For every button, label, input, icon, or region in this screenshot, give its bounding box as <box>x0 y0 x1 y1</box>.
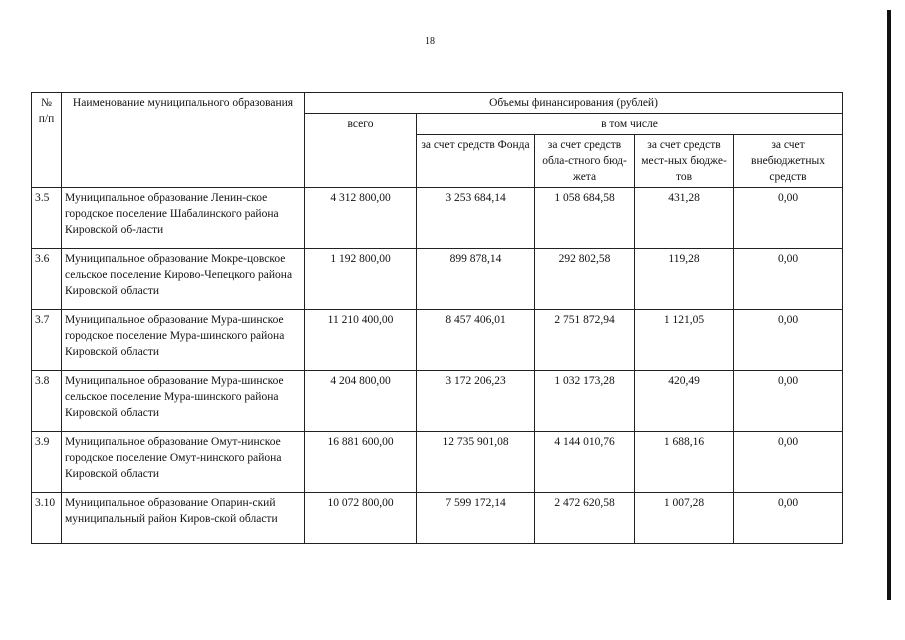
row-extrabudget: 0,00 <box>734 310 843 371</box>
header-extrabudget: за счет внебюджетных средств <box>734 135 843 188</box>
row-local: 431,28 <box>635 188 734 249</box>
row-number: 3.5 <box>32 188 62 249</box>
header-regional: за счет средств обла-стного бюд-жета <box>535 135 635 188</box>
page-number: 18 <box>425 36 435 47</box>
row-fund: 3 253 684,14 <box>417 188 535 249</box>
row-regional: 1 058 684,58 <box>535 188 635 249</box>
header-funding: Объемы финансирования (рублей) <box>305 93 843 114</box>
row-number: 3.6 <box>32 249 62 310</box>
row-total: 10 072 800,00 <box>305 493 417 544</box>
row-extrabudget: 0,00 <box>734 249 843 310</box>
row-total: 1 192 800,00 <box>305 249 417 310</box>
row-regional: 4 144 010,76 <box>535 432 635 493</box>
row-number: 3.7 <box>32 310 62 371</box>
table-row <box>32 371 843 432</box>
row-total: 16 881 600,00 <box>305 432 417 493</box>
row-extrabudget: 0,00 <box>734 371 843 432</box>
table-row <box>32 188 843 249</box>
row-fund: 7 599 172,14 <box>417 493 535 544</box>
row-total: 4 204 800,00 <box>305 371 417 432</box>
row-total: 4 312 800,00 <box>305 188 417 249</box>
row-extrabudget: 0,00 <box>734 493 843 544</box>
table-row <box>32 493 843 544</box>
row-number: 3.8 <box>32 371 62 432</box>
row-regional: 1 032 173,28 <box>535 371 635 432</box>
row-fund: 899 878,14 <box>417 249 535 310</box>
row-municipality: Муниципальное образование Мура-шинское сельское поселение Мура-шинского района Кировской области <box>62 371 305 432</box>
table-row <box>32 310 843 371</box>
row-municipality: Муниципальное образование Опарин-ский муниципальный район Киров-ской области <box>62 493 305 544</box>
financing-table <box>31 92 843 544</box>
table-row <box>32 249 843 310</box>
row-regional: 2 751 872,94 <box>535 310 635 371</box>
row-fund: 8 457 406,01 <box>417 310 535 371</box>
row-fund: 12 735 901,08 <box>417 432 535 493</box>
row-total: 11 210 400,00 <box>305 310 417 371</box>
row-local: 1 688,16 <box>635 432 734 493</box>
row-local: 119,28 <box>635 249 734 310</box>
row-number: 3.10 <box>32 493 62 544</box>
row-extrabudget: 0,00 <box>734 432 843 493</box>
row-municipality: Муниципальное образование Ленин-ское городское поселение Шабалинского района Кировской об-ласти <box>62 188 305 249</box>
header-local: за счет средств мест-ных бюдже-тов <box>635 135 734 188</box>
row-local: 1 007,28 <box>635 493 734 544</box>
header-name: Наименование муниципального образования <box>62 93 305 188</box>
row-fund: 3 172 206,23 <box>417 371 535 432</box>
row-municipality: Муниципальное образование Мокре-цовское сельское поселение Кирово-Чепецкого района Кировской области <box>62 249 305 310</box>
scan-edge-line <box>887 10 891 600</box>
row-number: 3.9 <box>32 432 62 493</box>
header-num: № п/п <box>32 93 62 188</box>
row-municipality: Муниципальное образование Омут-нинское городское поселение Омут-нинского района Кировской области <box>62 432 305 493</box>
row-local: 1 121,05 <box>635 310 734 371</box>
row-municipality: Муниципальное образование Мура-шинское городское поселение Мура-шинского района Кировской области <box>62 310 305 371</box>
row-local: 420,49 <box>635 371 734 432</box>
row-regional: 292 802,58 <box>535 249 635 310</box>
row-regional: 2 472 620,58 <box>535 493 635 544</box>
header-fund: за счет средств Фонда <box>417 135 535 188</box>
header-total: всего <box>305 114 417 188</box>
table-row <box>32 432 843 493</box>
row-extrabudget: 0,00 <box>734 188 843 249</box>
header-including: в том числе <box>417 114 843 135</box>
